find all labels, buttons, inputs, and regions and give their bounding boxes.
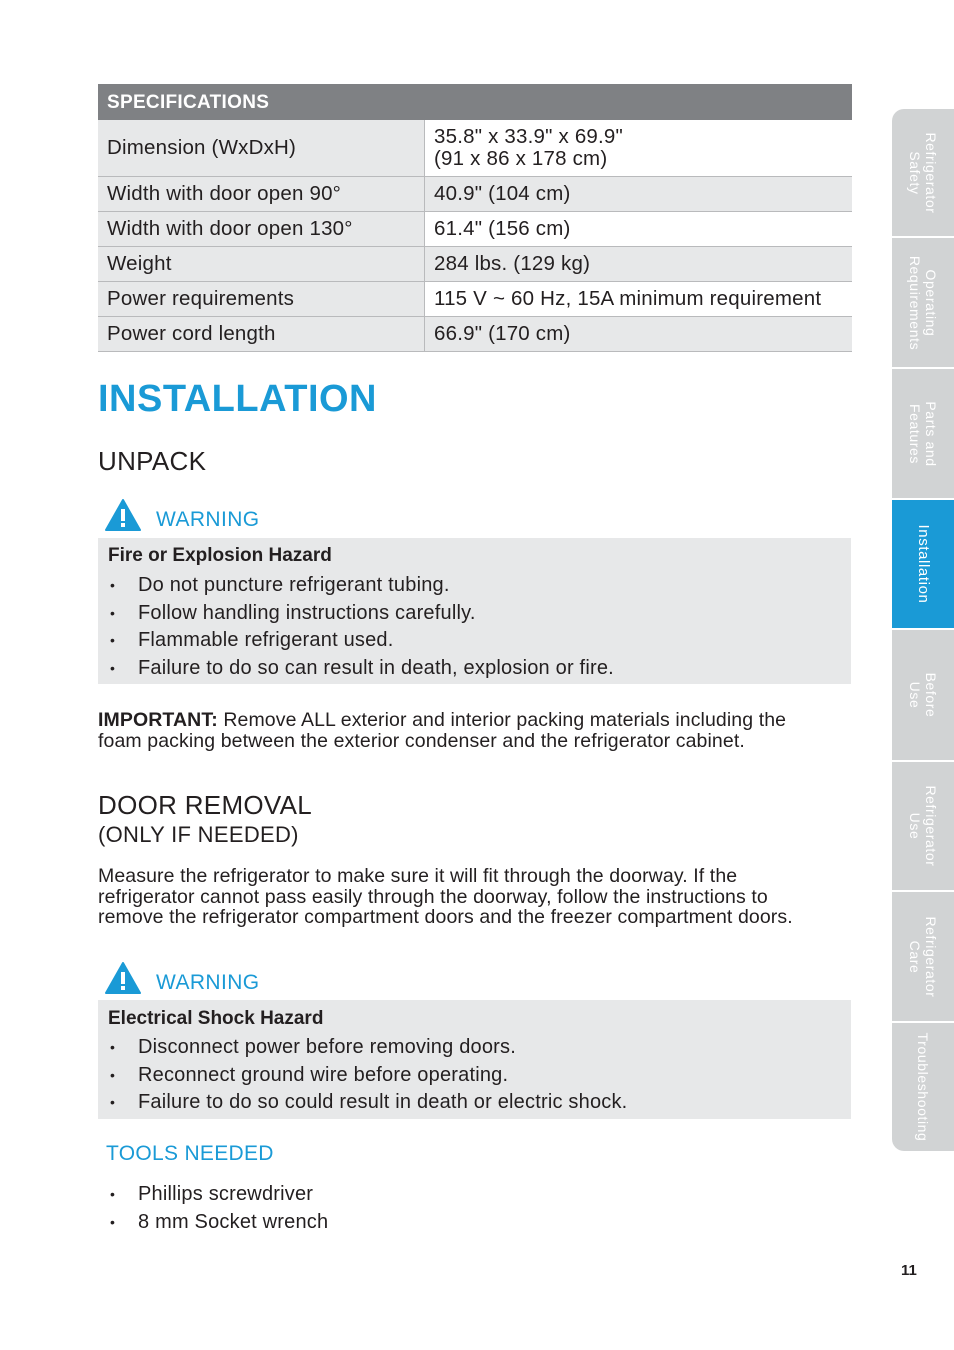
warning-triangle-icon — [104, 498, 142, 532]
list-item: • Reconnect ground wire before operating. — [110, 1062, 627, 1090]
tab-operating-requirements[interactable] — [892, 238, 954, 369]
table-row — [98, 177, 852, 212]
warning-label: WARNING — [156, 971, 260, 994]
door-removal-text: Measure the refrigerator to make sure it will fit through the doorway. If the refrigerator cannot pass easily through the doorway, follow the instructions to remove the refrigerator compartment doors and the freezer compartment doors. — [98, 865, 793, 928]
tab-label: Troubleshooting — [915, 1032, 931, 1142]
tab-label: Installation — [915, 524, 932, 604]
section-tabs — [892, 109, 954, 1151]
specifications-header: SPECIFICATIONS — [98, 84, 852, 120]
specifications-table — [98, 84, 852, 352]
tab-parts-and-features[interactable] — [892, 369, 954, 500]
door-removal-subheading: (ONLY IF NEEDED) — [98, 822, 299, 847]
door-removal-heading: DOOR REMOVAL — [98, 790, 313, 820]
list-item: • Disconnect power before removing doors. — [110, 1034, 627, 1062]
tab-label: Refrigerator Use — [907, 785, 939, 867]
table-row — [98, 282, 852, 317]
tab-label: Before Use — [907, 672, 939, 718]
list-item: • Failure to do so can result in death, explosion or fire. — [110, 655, 614, 683]
tools-list — [110, 1181, 328, 1236]
important-text: Remove ALL exterior and interior packing materials including the foam packing between the exterior condenser and the refrigerator cabinet. — [98, 709, 787, 752]
tab-refrigerator-care[interactable] — [892, 892, 954, 1023]
spec-value: 40.9" (104 cm) — [425, 177, 853, 212]
spec-value — [425, 120, 853, 177]
tab-refrigerator-use[interactable] — [892, 762, 954, 892]
important-label: IMPORTANT: — [98, 709, 218, 731]
warning-list — [110, 572, 614, 682]
spec-value: 66.9" (170 cm) — [425, 317, 853, 352]
spec-label: Power cord length — [98, 317, 425, 352]
spec-value-line: 35.8" x 33.9" x 69.9" — [434, 125, 624, 148]
spec-value: 61.4" (156 cm) — [425, 212, 853, 247]
list-item: • 8 mm Socket wrench — [110, 1209, 328, 1237]
hazard-title: Fire or Explosion Hazard — [108, 545, 332, 566]
table-row — [98, 247, 852, 282]
spec-label: Power requirements — [98, 282, 425, 317]
warning-label: WARNING — [156, 508, 260, 531]
tab-refrigerator-safety[interactable] — [892, 109, 954, 238]
warning-list — [110, 1034, 627, 1117]
page-title: INSTALLATION — [98, 378, 377, 420]
warning-header — [104, 961, 404, 995]
list-item: • Flammable refrigerant used. — [110, 627, 614, 655]
spec-label: Width with door open 90° — [98, 177, 425, 212]
warning-box — [98, 1000, 851, 1119]
list-item: • Do not puncture refrigerant tubing. — [110, 572, 614, 600]
page-number: 11 — [901, 1262, 917, 1279]
warning-header — [104, 498, 404, 532]
spec-value: 115 V ~ 60 Hz, 15A minimum requirement — [425, 282, 853, 317]
tools-heading: TOOLS NEEDED — [106, 1142, 274, 1165]
tab-troubleshooting[interactable] — [892, 1023, 954, 1151]
table-row — [98, 212, 852, 247]
spec-label: Weight — [98, 247, 425, 282]
spec-value: 284 lbs. (129 kg) — [425, 247, 853, 282]
tab-label: Operating Requirements — [907, 255, 939, 350]
table-row — [98, 120, 852, 177]
list-item: • Failure to do so could result in death or electric shock. — [110, 1089, 627, 1117]
list-item: • Follow handling instructions carefully. — [110, 600, 614, 628]
spec-value-line: (91 x 86 x 178 cm) — [434, 147, 608, 170]
spec-label: Width with door open 130° — [98, 212, 425, 247]
warning-box — [98, 538, 851, 684]
tab-label: Refrigerator Safety — [907, 131, 939, 214]
tab-before-use[interactable] — [892, 630, 954, 762]
unpack-heading: UNPACK — [98, 446, 207, 476]
important-note — [98, 710, 818, 751]
warning-triangle-icon — [104, 961, 142, 995]
hazard-title: Electrical Shock Hazard — [108, 1008, 324, 1029]
tab-installation[interactable] — [892, 500, 954, 630]
table-row — [98, 317, 852, 352]
spec-label: Dimension (WxDxH) — [98, 120, 425, 177]
list-item: • Phillips screwdriver — [110, 1181, 328, 1209]
tab-label: Parts and Features — [907, 400, 939, 467]
tab-label: Refrigerator Care — [907, 915, 939, 998]
